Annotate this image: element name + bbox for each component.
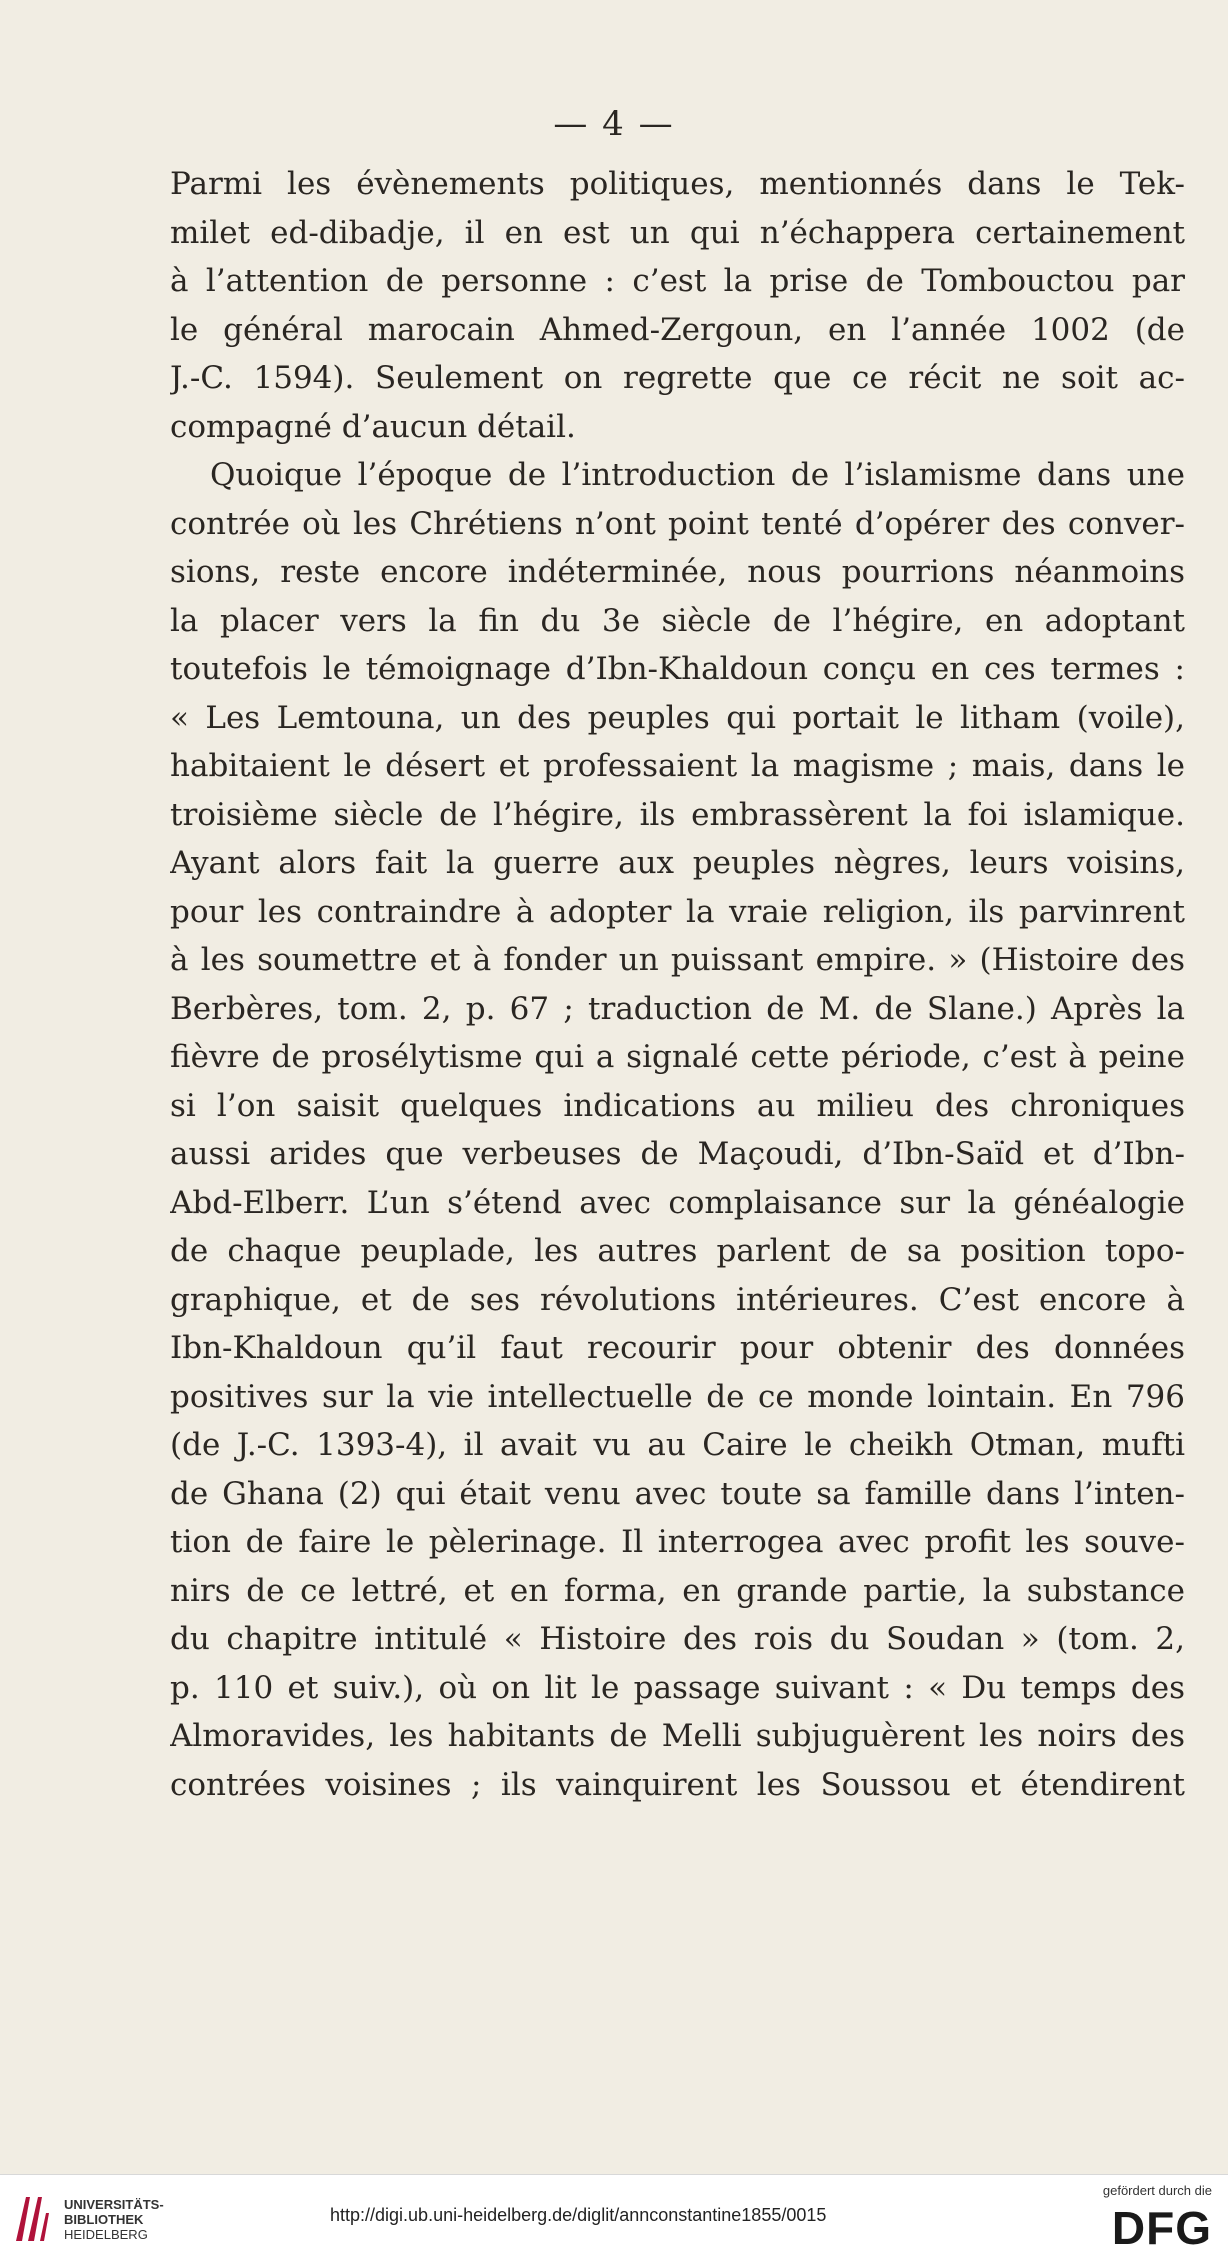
text-line: Ibn-Khaldoun qu’il faut recourir pour obtenir des données (170, 1330, 1185, 1366)
text-line: tion de faire le pèlerinage. Il interrogea avec profit les souve- (170, 1524, 1185, 1560)
text-line: nirs de ce lettré, et en forma, en grande partie, la substance (170, 1572, 1185, 1609)
text-line: à l’attention de personne : c’est la prise de Tombouctou par (170, 263, 1185, 299)
text-line: Quoique l’époque de l’introduction de l’islamisme dans une (210, 457, 1185, 493)
text-line: Almoravides, les habitants de Melli subjuguèrent les noirs des (170, 1718, 1185, 1754)
dfg-logo: DFG (1111, 2202, 1212, 2254)
body-text (170, 160, 1185, 1809)
text-line: « Les Lemtouna, un des peuples qui portait le litham (voile), (170, 699, 1185, 736)
institution-line: HEIDELBERG (64, 2227, 148, 2242)
page-number: — 4 — (553, 104, 675, 144)
text-line: fièvre de prosélytisme qui a signalé cette période, c’est à peine (170, 1039, 1185, 1075)
text-line: de Ghana (2) qui était venu avec toute sa famille dans l’inten- (170, 1475, 1185, 1512)
funded-by-label: gefördert durch die (1102, 2183, 1212, 2198)
institution-name (64, 2197, 164, 2242)
text-line: troisième siècle de l’hégire, ils embrassèrent la foi islamique. (170, 796, 1185, 833)
text-line: Parmi les évènements politiques, mentionnés dans le Tek- (170, 166, 1185, 202)
text-line: contrées voisines ; ils vainquirent les Soussou et étendirent (170, 1766, 1185, 1803)
text-line: contrée où les Chrétiens n’ont point tenté d’opérer des conver- (170, 505, 1185, 542)
text-line: si l’on saisit quelques indications au milieu des chroniques (170, 1087, 1185, 1124)
text-line: Abd-Elberr. L’un s’étend avec complaisance sur la généalogie (170, 1184, 1185, 1221)
text-line: le général marocain Ahmed-Zergoun, en l’année 1002 (de (170, 311, 1185, 348)
footer-bar (0, 2174, 1228, 2263)
text-line: la placer vers la fin du 3e siècle de l’hégire, en adoptant (170, 602, 1185, 639)
text-line: Ayant alors fait la guerre aux peuples nègres, leurs voisins, (170, 845, 1185, 881)
text-line: aussi arides que verbeuses de Maçoudi, d’Ibn-Saïd et d’Ibn- (170, 1136, 1185, 1172)
text-line: compagné d’aucun détail. (170, 408, 576, 445)
text-line: J.-C. 1594). Seulement on regrette que ce récit ne soit ac- (170, 360, 1185, 396)
digital-collection-link[interactable]: http://digi.ub.uni-heidelberg.de/diglit/annconstantine1855/0015 (330, 2205, 827, 2225)
text-line: à les soumettre et à fonder un puissant empire. » (Histoire des (170, 942, 1185, 978)
university-logo-icon (12, 2193, 52, 2245)
text-line: Berbères, tom. 2, p. 67 ; traduction de M. de Slane.) Après la (170, 990, 1185, 1027)
text-line: toutefois le témoignage d’Ibn-Khaldoun conçu en ces termes : (170, 651, 1185, 687)
text-line: sions, reste encore indéterminée, nous pourrions néanmoins (170, 554, 1185, 590)
text-line: positives sur la vie intellectuelle de ce monde lointain. En 796 (170, 1378, 1185, 1415)
text-line: pour les contraindre à adopter la vraie religion, ils parvinrent (170, 893, 1185, 930)
text-line: (de J.-C. 1393-4), il avait vu au Caire le cheikh Otman, mufti (170, 1427, 1185, 1463)
text-line: habitaient le désert et professaient la magisme ; mais, dans le (170, 748, 1185, 784)
institution-line: UNIVERSITÄTS- (64, 2197, 164, 2212)
text-line: du chapitre intitulé « Histoire des rois du Soudan » (tom. 2, (170, 1621, 1185, 1657)
text-line: de chaque peuplade, les autres parlent de sa position topo- (170, 1233, 1185, 1269)
text-line: p. 110 et suiv.), où on lit le passage suivant : « Du temps des (170, 1669, 1185, 1706)
text-line: milet ed-dibadje, il en est un qui n’échappera certainement (170, 214, 1185, 251)
text-line: graphique, et de ses révolutions intérieures. C’est encore à (170, 1281, 1185, 1318)
institution-line: BIBLIOTHEK (64, 2212, 144, 2227)
